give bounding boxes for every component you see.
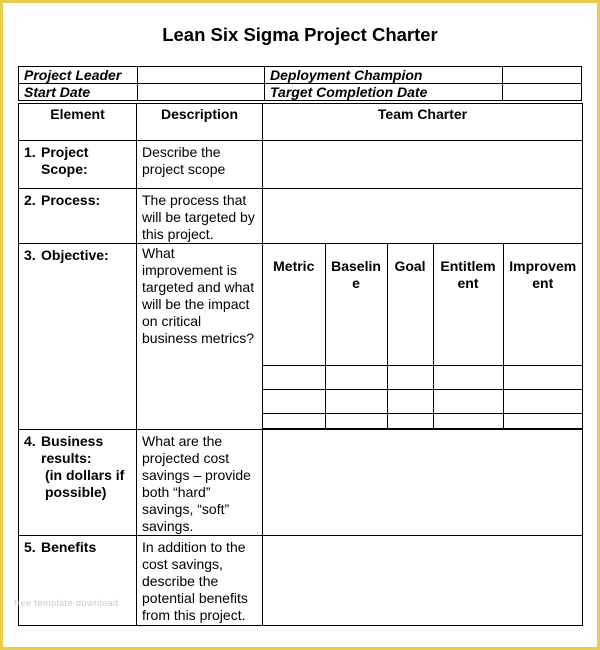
- table-row: [19, 244, 583, 430]
- metric-input[interactable]: [263, 365, 325, 389]
- watermark: free template download: [14, 598, 119, 608]
- goal-input[interactable]: [387, 365, 433, 389]
- row-number: 1.: [24, 144, 36, 160]
- description-header: Description: [137, 104, 263, 141]
- table-row: [19, 535, 583, 625]
- baseline-input[interactable]: [325, 365, 387, 389]
- metrics-row: [263, 413, 582, 428]
- entitlement-input[interactable]: [433, 389, 503, 413]
- entitlement-input[interactable]: [433, 413, 503, 428]
- metric-input[interactable]: [263, 413, 325, 428]
- start-date-label: Start Date: [19, 84, 138, 101]
- element-label: Objective:: [41, 247, 109, 263]
- element-label: Benefits: [41, 538, 97, 555]
- charter-table: [18, 103, 583, 626]
- team-charter-header: Team Charter: [263, 104, 583, 141]
- element-header: Element: [19, 104, 137, 141]
- team-charter-cell[interactable]: [263, 535, 583, 625]
- element-cell: [19, 244, 137, 430]
- goal-input[interactable]: [387, 389, 433, 413]
- project-leader-field[interactable]: [138, 67, 265, 84]
- target-completion-field[interactable]: [503, 84, 582, 101]
- description-cell: The process that will be targeted by this project.: [137, 189, 263, 244]
- goal-input[interactable]: [387, 413, 433, 428]
- metrics-table: [263, 244, 582, 429]
- improvement-input[interactable]: [503, 413, 582, 428]
- table-row: [19, 141, 583, 189]
- element-label: Business results:: [41, 432, 104, 466]
- description-cell: What are the projected cost savings – provide both “hard” savings, “soft” savings.: [137, 429, 263, 535]
- description-cell: What improvement is targeted and what will be the impact on critical business metrics?: [137, 244, 263, 430]
- element-label: Process:: [41, 192, 101, 208]
- element-cell: [19, 141, 137, 189]
- target-completion-label: Target Completion Date: [265, 84, 503, 101]
- baseline-header: Baselin e: [325, 244, 387, 365]
- objective-metrics-cell: [263, 244, 583, 430]
- improvement-input[interactable]: [503, 365, 582, 389]
- start-date-field[interactable]: [138, 84, 265, 101]
- element-note: (in dollars if possible): [45, 466, 125, 500]
- deployment-champion-label: Deployment Champion: [265, 67, 503, 84]
- table-row: [19, 429, 583, 535]
- element-label: Project Scope:: [41, 144, 89, 177]
- metrics-row: [263, 389, 582, 413]
- team-charter-cell[interactable]: [263, 189, 583, 244]
- baseline-input[interactable]: [325, 389, 387, 413]
- improvement-header: Improvem ent: [503, 244, 582, 365]
- metrics-row: [263, 365, 582, 389]
- row-number: 2.: [24, 192, 36, 208]
- description-cell: In addition to the cost savings, describe the potential benefits from this project.: [137, 535, 263, 625]
- row-number: 4.: [24, 432, 36, 449]
- row-number: 3.: [24, 247, 36, 263]
- team-charter-cell[interactable]: [263, 429, 583, 535]
- row-number: 5.: [24, 538, 36, 555]
- entitlement-input[interactable]: [433, 365, 503, 389]
- element-cell: [19, 535, 137, 625]
- deployment-champion-field[interactable]: [503, 67, 582, 84]
- element-cell: [19, 189, 137, 244]
- team-charter-cell[interactable]: [263, 141, 583, 189]
- improvement-input[interactable]: [503, 389, 582, 413]
- metric-input[interactable]: [263, 389, 325, 413]
- project-info-table: [18, 66, 582, 101]
- entitlement-header: Entitlem ent: [433, 244, 503, 365]
- metric-header: Metric: [263, 244, 325, 365]
- table-row: [19, 189, 583, 244]
- element-cell: [19, 429, 137, 535]
- baseline-input[interactable]: [325, 413, 387, 428]
- page-title: Lean Six Sigma Project Charter: [162, 24, 438, 45]
- goal-header: Goal: [387, 244, 433, 365]
- description-cell: Describe the project scope: [137, 141, 263, 189]
- project-leader-label: Project Leader: [19, 67, 138, 84]
